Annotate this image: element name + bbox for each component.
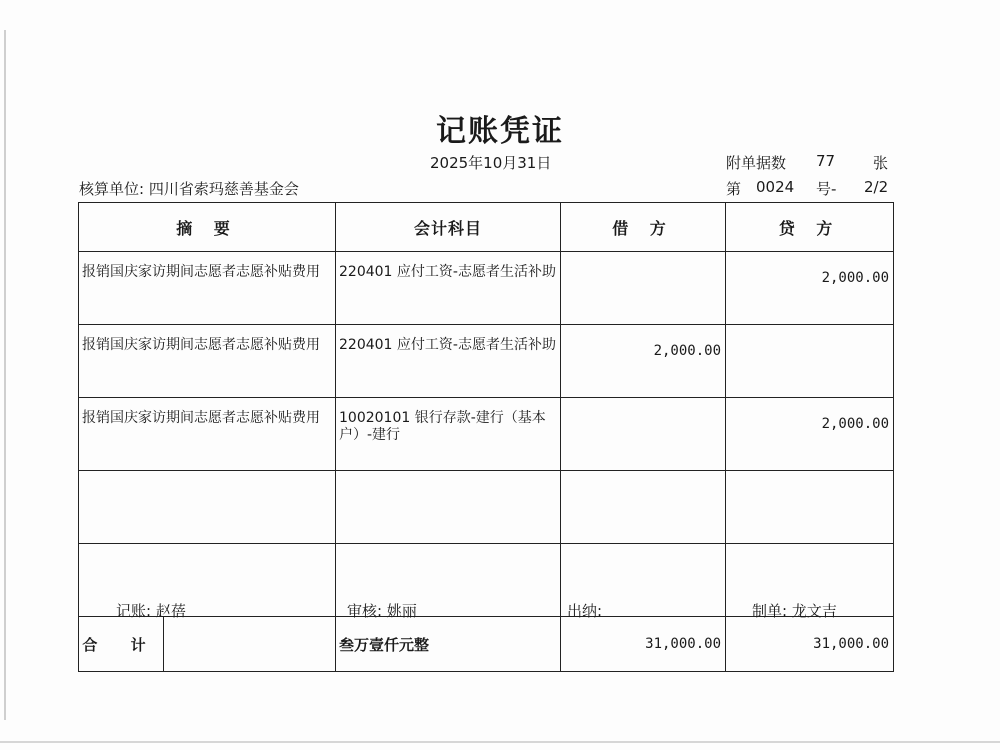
preparer-name: 龙文吉 — [791, 602, 837, 620]
voucher-title: 记账凭证 — [436, 114, 564, 149]
table-header-row — [79, 203, 894, 252]
total-cell — [79, 617, 336, 672]
attachments-label: 附单据数 — [726, 154, 787, 172]
row-summary — [79, 471, 336, 544]
row-debit: 2,000.00 — [561, 325, 726, 398]
total-debit: 31,000.00 — [561, 617, 726, 672]
row-debit — [561, 471, 726, 544]
header-debit: 借 方 — [561, 203, 726, 252]
header-account: 会计科目 — [336, 203, 561, 252]
voucher-number-suffix: 号- — [816, 180, 837, 198]
row-account: 220401 应付工资-志愿者生活补助 — [336, 325, 561, 398]
table-row — [79, 471, 894, 544]
table-row — [79, 398, 894, 471]
unit-name: 四川省索玛慈善基金会 — [148, 180, 299, 198]
header-credit: 贷 方 — [726, 203, 894, 252]
row-summary: 报销国庆家访期间志愿者志愿补贴费用 — [79, 325, 336, 398]
row-debit — [561, 252, 726, 325]
header-summary: 摘 要 — [79, 203, 336, 252]
attachments-count: 77 — [816, 152, 836, 170]
total-credit: 31,000.00 — [726, 617, 894, 672]
row-summary: 报销国庆家访期间志愿者志愿补贴费用 — [79, 398, 336, 471]
attachments-unit: 张 — [873, 154, 889, 172]
preparer-signature — [752, 600, 837, 621]
voucher-number-prefix: 第 — [726, 180, 742, 198]
preparer-label: 制单: — [752, 602, 788, 620]
row-account: 220401 应付工资-志愿者生活补助 — [336, 252, 561, 325]
row-summary: 报销国庆家访期间志愿者志愿补贴费用 — [79, 252, 336, 325]
row-account — [336, 471, 561, 544]
reviewer-signature — [347, 600, 417, 621]
voucher-page: 2/2 — [864, 178, 889, 196]
row-credit — [726, 325, 894, 398]
row-credit: 2,000.00 — [726, 252, 894, 325]
voucher-date: 2025年10月31日 — [430, 154, 552, 172]
cashier-label: 出纳: — [567, 602, 603, 620]
row-debit — [561, 398, 726, 471]
reviewer-name: 姚丽 — [386, 602, 417, 620]
cashier-signature — [567, 600, 602, 621]
total-label: 合 计 — [79, 617, 164, 671]
table-row — [79, 325, 894, 398]
accounting-unit — [79, 178, 299, 199]
unit-label: 核算单位: — [79, 180, 145, 198]
reviewer-label: 审核: — [347, 602, 383, 620]
row-account: 10020101 银行存款-建行（基本户）-建行 — [336, 398, 561, 471]
total-amount-words-start — [164, 617, 335, 671]
table-row — [79, 252, 894, 325]
row-credit — [726, 471, 894, 544]
bookkeeper-signature — [116, 600, 186, 621]
total-amount-words: 叁万壹仟元整 — [336, 617, 561, 672]
row-credit: 2,000.00 — [726, 398, 894, 471]
bookkeeper-name: 赵蓓 — [155, 602, 186, 620]
scan-edge-bottom — [0, 741, 1000, 743]
voucher-number-value: 0024 — [756, 178, 795, 196]
total-row — [79, 617, 894, 672]
bookkeeper-label: 记账: — [116, 602, 152, 620]
